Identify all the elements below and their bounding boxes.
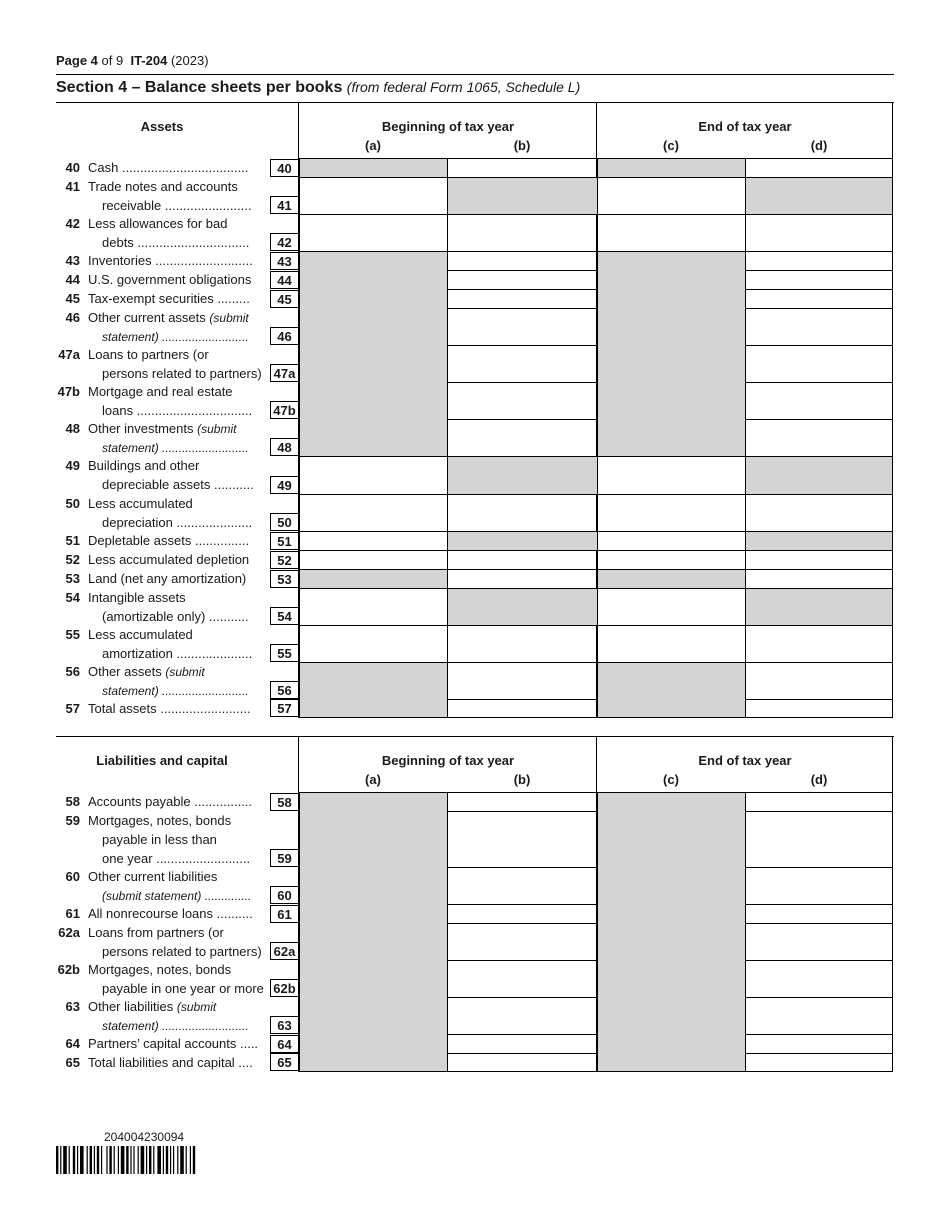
- line-42-col-b-input[interactable]: [447, 214, 597, 252]
- line-55-col-c-input[interactable]: [597, 625, 745, 663]
- line-text-cont: statement) ..........................: [102, 441, 249, 455]
- line-number: 63: [65, 999, 80, 1014]
- line-box-53: 53: [270, 570, 298, 588]
- line-box-44: 44: [270, 271, 298, 289]
- header-rule: [56, 74, 894, 75]
- line-65-col-d-input[interactable]: [745, 1053, 893, 1072]
- line-56-col-b-input[interactable]: [447, 662, 597, 700]
- line-59-col-d-input[interactable]: [745, 811, 893, 868]
- barcode-bar: [94, 1146, 95, 1174]
- line-49-col-c-input[interactable]: [597, 456, 745, 495]
- line-text-cont: (submit statement) ..............: [102, 889, 252, 903]
- line-text: Cash ...................................: [88, 160, 249, 175]
- line-41-col-c-input[interactable]: [597, 177, 745, 215]
- line-box-46: 46: [270, 327, 298, 345]
- line-text: Mortgages, notes, bonds: [88, 813, 232, 828]
- line-text: Less allowances for bad: [88, 216, 228, 231]
- line-text: Less accumulated: [88, 496, 193, 511]
- line-number: 64: [65, 1036, 80, 1051]
- line-box-63: 63: [270, 1016, 298, 1034]
- line-48-label: [56, 420, 268, 458]
- line-59-label: [56, 812, 268, 869]
- line-number: 54: [65, 590, 80, 605]
- line-62b-col-d-input[interactable]: [745, 960, 893, 998]
- line-52-col-a-input[interactable]: [299, 550, 447, 570]
- line-45-col-b-input[interactable]: [447, 289, 597, 309]
- barcode-bar: [114, 1146, 115, 1174]
- line-note: (submit: [197, 422, 237, 436]
- line-51-label: [56, 532, 268, 551]
- line-box-62a: 62a: [270, 942, 298, 960]
- line-57-col-d-input[interactable]: [745, 699, 893, 718]
- line-text-cont: persons related to partners): [102, 944, 262, 959]
- line-text: Intangible assets: [88, 590, 186, 605]
- line-text-cont: depreciation .....................: [102, 515, 253, 530]
- line-box-41: 41: [270, 196, 298, 214]
- barcode-bar: [133, 1146, 134, 1174]
- line-50-col-a-input[interactable]: [299, 494, 447, 532]
- form-year: (2023): [170, 53, 209, 68]
- line-box-40: 40: [270, 159, 298, 177]
- shaded-block: [300, 252, 447, 456]
- shaded-block: [300, 793, 447, 1071]
- barcode-bar: [106, 1146, 107, 1174]
- line-note: (submit: [165, 665, 205, 679]
- line-box-52: 52: [270, 551, 298, 569]
- line-text: Other assets: [88, 664, 162, 679]
- line-box-56: 56: [270, 681, 298, 699]
- line-box-61: 61: [270, 905, 298, 923]
- line-44-col-b-input[interactable]: [447, 270, 597, 290]
- barcode-bar: [90, 1146, 92, 1174]
- line-62a-label: [56, 924, 268, 962]
- end-tax-year-label: End of tax year: [698, 753, 792, 768]
- line-51-col-d-shaded: [745, 531, 893, 551]
- line-text: Partners’ capital accounts .....: [88, 1036, 259, 1051]
- line-63-label: [56, 998, 268, 1036]
- line-text-cont: (amortizable only) ...........: [102, 609, 249, 624]
- line-number: 55: [65, 627, 80, 642]
- line-number: 47a: [58, 347, 80, 362]
- barcode-bar: [56, 1146, 58, 1174]
- line-text: Inventories ...........................: [88, 253, 253, 268]
- line-text: Other investments: [88, 421, 194, 436]
- line-41-col-b-shaded: [447, 177, 597, 215]
- line-57-label: [56, 700, 268, 719]
- line-text-cont: payable in less than: [102, 832, 217, 847]
- line-number: 56: [65, 664, 80, 679]
- line-box-48: 48: [270, 438, 298, 456]
- page-header: [56, 53, 209, 68]
- liabilities-heading: Liabilities and capital: [96, 753, 228, 768]
- line-number: 62a: [58, 925, 80, 940]
- line-40-col-a-shaded: [299, 158, 447, 178]
- line-50-col-b-input[interactable]: [447, 494, 597, 532]
- line-box-55: 55: [270, 644, 298, 662]
- line-text-cont: payable in one year or more: [102, 981, 264, 996]
- line-box-50: 50: [270, 513, 298, 531]
- line-43-col-b-input[interactable]: [447, 251, 597, 271]
- line-45-label: [56, 290, 268, 309]
- line-text: Less accumulated: [88, 627, 193, 642]
- line-number: 59: [65, 813, 80, 828]
- line-64-col-d-input[interactable]: [745, 1034, 893, 1054]
- line-number: 48: [65, 421, 80, 436]
- line-51-col-a-input[interactable]: [299, 531, 447, 551]
- line-note: (submit: [209, 311, 249, 325]
- line-53-col-b-input[interactable]: [447, 569, 597, 589]
- section-subtitle: (from federal Form 1065, Schedule L): [346, 79, 581, 95]
- line-54-col-a-input[interactable]: [299, 588, 447, 626]
- column-a-label: (a): [365, 138, 381, 153]
- line-number: 61: [65, 906, 80, 921]
- barcode-bar: [97, 1146, 99, 1174]
- page-of: of 9: [101, 53, 124, 68]
- line-box-58: 58: [270, 793, 298, 811]
- line-50-col-d-input[interactable]: [745, 494, 893, 532]
- column-a-label: (a): [365, 772, 381, 787]
- line-63-col-d-input[interactable]: [745, 997, 893, 1035]
- line-54-col-c-input[interactable]: [597, 588, 745, 626]
- barcode-bar: [130, 1146, 131, 1174]
- line-number: 51: [65, 533, 80, 548]
- line-text-cont: persons related to partners): [102, 366, 262, 381]
- line-43-col-d-input[interactable]: [745, 251, 893, 271]
- line-41-col-d-shaded: [745, 177, 893, 215]
- line-text-cont: statement) ..........................: [102, 684, 249, 698]
- line-text: Other current liabilities: [88, 869, 218, 884]
- line-note: (submit: [176, 1000, 217, 1014]
- line-number: 62b: [57, 962, 80, 977]
- line-55-label: [56, 626, 268, 664]
- line-number: 57: [65, 701, 80, 716]
- line-40-col-c-shaded: [597, 158, 745, 178]
- line-45-col-d-input[interactable]: [745, 289, 893, 309]
- line-55-col-a-input[interactable]: [299, 625, 447, 663]
- column-c-label: (c): [663, 772, 679, 787]
- barcode-bar: [157, 1146, 161, 1174]
- line-text: All nonrecourse loans ..........: [88, 906, 253, 921]
- assets-heading: Assets: [140, 119, 184, 134]
- barcode-bar: [193, 1146, 195, 1174]
- barcode-bar: [73, 1146, 75, 1174]
- line-40-col-b-input[interactable]: [447, 158, 597, 178]
- line-53-col-a-shaded: [299, 569, 447, 589]
- line-53-label: [56, 570, 268, 589]
- line-number: 44: [65, 272, 80, 287]
- barcode-bar: [80, 1146, 84, 1174]
- line-41-col-a-input[interactable]: [299, 177, 447, 215]
- line-52-col-b-input[interactable]: [447, 550, 597, 570]
- line-box-64: 64: [270, 1035, 298, 1053]
- line-41-label: [56, 178, 268, 216]
- line-text: Trade notes and accounts: [88, 179, 238, 194]
- line-text-cont: debts ...............................: [102, 235, 250, 250]
- barcode-bar: [163, 1146, 164, 1174]
- barcode-bar: [186, 1146, 187, 1174]
- line-box-42: 42: [270, 233, 298, 251]
- line-46-col-d-input[interactable]: [745, 308, 893, 346]
- barcode-bar: [118, 1146, 119, 1174]
- line-60-label: [56, 868, 268, 906]
- column-d-label: (d): [810, 772, 828, 787]
- barcode-bar: [149, 1146, 151, 1174]
- line-number: 65: [65, 1055, 80, 1070]
- barcode-bar: [87, 1146, 88, 1174]
- line-40-col-d-input[interactable]: [745, 158, 893, 178]
- line-49-col-d-shaded: [745, 456, 893, 495]
- line-65-label: [56, 1054, 268, 1073]
- line-47b-label: [56, 383, 268, 421]
- shaded-block: [598, 252, 745, 456]
- line-47b-col-b-input[interactable]: [447, 382, 597, 420]
- line-50-label: [56, 495, 268, 533]
- line-44-label: [56, 271, 268, 290]
- line-text: Accounts payable ................: [88, 794, 253, 809]
- line-53-col-d-input[interactable]: [745, 569, 893, 589]
- line-61-col-d-input[interactable]: [745, 904, 893, 924]
- line-box-57: 57: [270, 699, 298, 717]
- line-number: 60: [65, 869, 80, 884]
- beginning-tax-year-label: Beginning of tax year: [381, 753, 515, 768]
- line-55-col-b-input[interactable]: [447, 625, 597, 663]
- line-box-47a: 47a: [270, 364, 298, 382]
- line-56-label: [56, 663, 268, 701]
- line-40-label: [56, 159, 268, 178]
- barcode-bar: [126, 1146, 128, 1174]
- line-box-65: 65: [270, 1053, 298, 1071]
- line-49-col-a-input[interactable]: [299, 456, 447, 495]
- column-b-label: (b): [513, 772, 531, 787]
- line-text-cont: depreciable assets ...........: [102, 477, 254, 492]
- barcode-bar: [170, 1146, 171, 1174]
- line-text-cont: statement) ..........................: [102, 330, 249, 344]
- line-text: Mortgages, notes, bonds: [88, 962, 232, 977]
- line-51-col-c-input[interactable]: [597, 531, 745, 551]
- barcode-bar: [180, 1146, 184, 1174]
- line-box-54: 54: [270, 607, 298, 625]
- line-box-49: 49: [270, 476, 298, 494]
- line-53-col-c-shaded: [597, 569, 745, 589]
- shaded-block: [300, 663, 447, 717]
- liabilities-top-rule: [56, 736, 894, 737]
- line-text: Less accumulated depletion: [88, 552, 250, 567]
- barcode-bar: [121, 1146, 125, 1174]
- line-number: 43: [65, 253, 80, 268]
- line-43-label: [56, 252, 268, 271]
- line-50-col-c-input[interactable]: [597, 494, 745, 532]
- line-58-label: [56, 793, 268, 812]
- end-tax-year-label: End of tax year: [698, 119, 792, 134]
- page-label: Page 4: [56, 53, 98, 68]
- column-c-label: (c): [663, 138, 679, 153]
- line-47a-col-d-input[interactable]: [745, 345, 893, 383]
- line-number: 50: [65, 496, 80, 511]
- line-47b-col-d-input[interactable]: [745, 382, 893, 420]
- line-62a-col-b-input[interactable]: [447, 923, 597, 961]
- line-box-62b: 62b: [270, 979, 298, 997]
- line-number: 46: [65, 310, 80, 325]
- line-57-col-b-input[interactable]: [447, 699, 597, 718]
- line-64-col-b-input[interactable]: [447, 1034, 597, 1054]
- line-text-cont: loans ................................: [102, 403, 253, 418]
- line-text: Tax-exempt securities .........: [88, 291, 250, 306]
- line-65-col-b-input[interactable]: [447, 1053, 597, 1072]
- line-number: 58: [65, 794, 80, 809]
- line-49-col-b-shaded: [447, 456, 597, 495]
- form-number: IT-204: [130, 53, 168, 68]
- barcode-bar: [77, 1146, 78, 1174]
- line-62b-label: [56, 961, 268, 999]
- line-text: Buildings and other: [88, 458, 200, 473]
- barcode: [56, 1146, 240, 1174]
- line-59-col-b-input[interactable]: [447, 811, 597, 868]
- line-52-col-d-input[interactable]: [745, 550, 893, 570]
- barcode-bar: [60, 1146, 61, 1174]
- line-60-col-b-input[interactable]: [447, 867, 597, 905]
- barcode-bar: [109, 1146, 111, 1174]
- line-text: Other liabilities: [88, 999, 174, 1014]
- line-text-cont: amortization .....................: [102, 646, 253, 661]
- barcode-bar: [190, 1146, 191, 1174]
- line-text: Depletable assets ...............: [88, 533, 250, 548]
- barcode-bar: [166, 1146, 168, 1174]
- barcode-bar: [153, 1146, 154, 1174]
- line-46-label: [56, 309, 268, 347]
- barcode-bar: [141, 1146, 145, 1174]
- line-42-col-a-input[interactable]: [299, 214, 447, 252]
- line-number: 53: [65, 571, 80, 586]
- line-51-col-b-shaded: [447, 531, 597, 551]
- line-number: 45: [65, 291, 80, 306]
- line-text-cont: statement) ..........................: [102, 1019, 249, 1033]
- line-44-col-d-input[interactable]: [745, 270, 893, 290]
- line-48-col-d-input[interactable]: [745, 419, 893, 457]
- line-47a-col-b-input[interactable]: [447, 345, 597, 383]
- barcode-bar: [138, 1146, 139, 1174]
- line-63-col-b-input[interactable]: [447, 997, 597, 1035]
- line-48-col-b-input[interactable]: [447, 419, 597, 457]
- line-62b-col-b-input[interactable]: [447, 960, 597, 998]
- line-54-col-d-shaded: [745, 588, 893, 626]
- line-text: Total assets .........................: [88, 701, 251, 716]
- line-text-cont: receivable ........................: [102, 198, 252, 213]
- shaded-block: [598, 793, 745, 1071]
- line-number: 41: [65, 179, 80, 194]
- line-56-col-d-input[interactable]: [745, 662, 893, 700]
- barcode-bar: [69, 1146, 70, 1174]
- line-42-col-c-input[interactable]: [597, 214, 745, 252]
- assets-top-rule: [56, 102, 894, 103]
- line-number: 47b: [57, 384, 80, 399]
- line-62a-col-d-input[interactable]: [745, 923, 893, 961]
- barcode-number: 204004230094: [104, 1130, 185, 1144]
- line-text: Other current assets: [88, 310, 206, 325]
- line-46-col-b-input[interactable]: [447, 308, 597, 346]
- line-54-col-b-shaded: [447, 588, 597, 626]
- line-60-col-d-input[interactable]: [745, 867, 893, 905]
- beginning-tax-year-label: Beginning of tax year: [381, 119, 515, 134]
- line-number: 40: [65, 160, 80, 175]
- line-55-col-d-input[interactable]: [745, 625, 893, 663]
- line-text: Loans to partners (or: [88, 347, 209, 362]
- shaded-block: [598, 663, 745, 717]
- line-52-col-c-input[interactable]: [597, 550, 745, 570]
- line-47a-label: [56, 346, 268, 384]
- line-42-label: [56, 215, 268, 253]
- barcode-bar: [173, 1146, 174, 1174]
- line-61-label: [56, 905, 268, 924]
- line-49-label: [56, 457, 268, 495]
- line-64-label: [56, 1035, 268, 1054]
- line-box-51: 51: [270, 532, 298, 550]
- barcode-bar: [63, 1146, 67, 1174]
- line-number: 49: [65, 458, 80, 473]
- line-text: Mortgage and real estate: [88, 384, 233, 399]
- line-61-col-b-input[interactable]: [447, 904, 597, 924]
- line-text: Loans from partners (or: [88, 925, 224, 940]
- barcode-bar: [177, 1146, 178, 1174]
- line-text: Total liabilities and capital ....: [88, 1055, 253, 1070]
- line-box-43: 43: [270, 252, 298, 270]
- line-box-60: 60: [270, 886, 298, 904]
- line-58-col-b-input[interactable]: [447, 792, 597, 812]
- line-text: Land (net any amortization): [88, 571, 247, 586]
- barcode-bar: [101, 1146, 102, 1174]
- line-number: 42: [65, 216, 80, 231]
- line-box-47b: 47b: [270, 401, 298, 419]
- line-box-59: 59: [270, 849, 298, 867]
- line-box-45: 45: [270, 290, 298, 308]
- line-number: 52: [65, 552, 80, 567]
- line-58-col-d-input[interactable]: [745, 792, 893, 812]
- line-text-cont: one year ..........................: [102, 851, 251, 866]
- column-d-label: (d): [810, 138, 828, 153]
- section-title: Section 4 – Balance sheets per books (from federal Form 1065, Schedule L): [56, 79, 581, 96]
- barcode-bar: [146, 1146, 147, 1174]
- line-text: U.S. government obligations: [88, 272, 252, 287]
- line-52-label: [56, 551, 268, 570]
- column-b-label: (b): [513, 138, 531, 153]
- line-42-col-d-input[interactable]: [745, 214, 893, 252]
- line-54-label: [56, 589, 268, 627]
